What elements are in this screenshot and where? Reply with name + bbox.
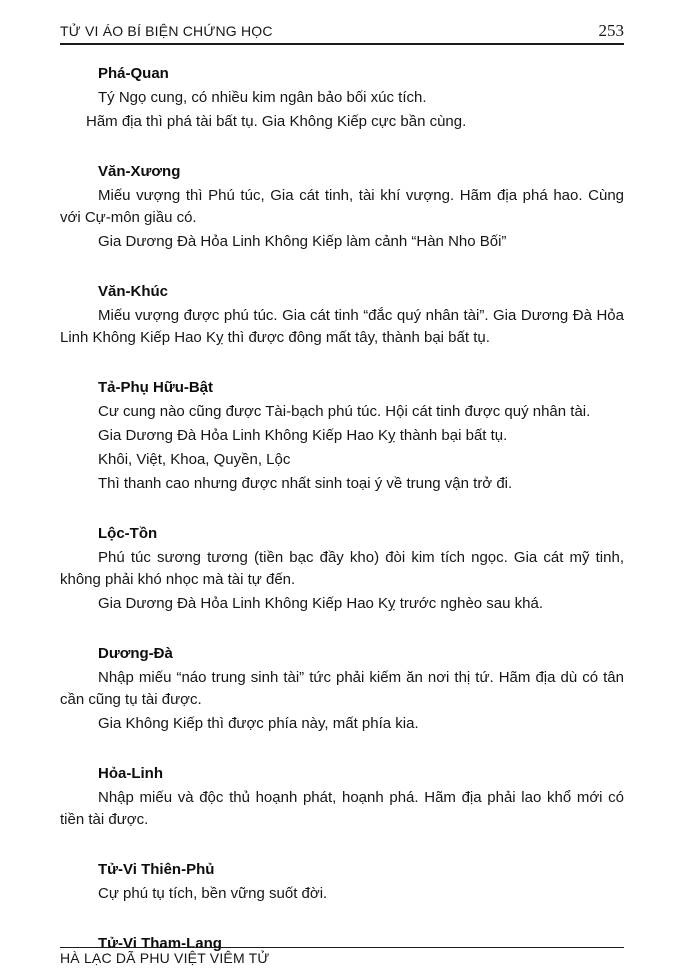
section-heading: Phá-Quan	[98, 65, 169, 82]
paragraph: Khôi, Việt, Khoa, Quyền, Lộc	[98, 451, 291, 468]
page-number: 253	[598, 21, 624, 40]
section-heading: Tử-Vi Thiên-Phủ	[98, 861, 215, 878]
paragraph: Tý Ngọ cung, có nhiều kim ngân bảo bối xúc tích.	[98, 89, 427, 106]
section-heading: Lộc-Tồn	[98, 525, 158, 542]
paragraph: Gia Không Kiếp thì được phía này, mất phía kia.	[98, 715, 419, 732]
section-van-khuc	[60, 281, 624, 349]
page-footer	[60, 947, 624, 966]
paragraph: Nhập miếu “náo trung sinh tài” tức phải kiếm ăn nơi thị tứ. Hãm địa dù có tân cần cũng tụ tài được.	[60, 669, 624, 708]
section-pha-quan	[60, 63, 624, 133]
page-content	[60, 63, 624, 955]
running-title: TỬ VI ÁO BÍ BIỆN CHỨNG HỌC	[60, 23, 273, 39]
paragraph: Miếu vượng thì Phú túc, Gia cát tinh, tài khí vượng. Hãm địa phá hao. Cùng với Cự-môn giầu có.	[60, 187, 624, 226]
section-heading: Văn-Xương	[98, 163, 181, 180]
section-heading: Hỏa-Linh	[98, 765, 163, 782]
section-loc-ton	[60, 523, 624, 615]
paragraph: Phú túc sương tương (tiền bạc đầy kho) đòi kim tích ngọc. Gia cát mỹ tinh, không phải khó nhọc mà tài tự đến.	[60, 549, 624, 588]
paragraph: Thì thanh cao nhưng được nhất sinh toại ý về trung vận trở đi.	[98, 475, 513, 492]
section-tu-vi-thien-phu	[60, 859, 624, 905]
paragraph: Hãm địa thì phá tài bất tụ. Gia Không Kiếp cực bần cùng.	[86, 113, 467, 130]
footer-text: HÀ LẠC DÃ PHU VIỆT VIÊM TỬ	[60, 950, 270, 966]
paragraph: Miếu vượng được phú túc. Gia cát tinh “đắc quý nhân tài”. Gia Dương Đà Hỏa Linh Không Kiếp Hao Kỵ thì được đông mất tây, thành bại bất tụ.	[60, 307, 624, 346]
section-ta-phu-huu-bat	[60, 377, 624, 495]
section-heading: Văn-Khúc	[98, 283, 169, 300]
paragraph: Gia Dương Đà Hỏa Linh Không Kiếp làm cảnh “Hàn Nho Bối”	[98, 233, 507, 250]
paragraph: Gia Dương Đà Hỏa Linh Không Kiếp Hao Kỵ thành bại bất tụ.	[98, 427, 508, 444]
section-van-xuong	[60, 161, 624, 253]
section-hoa-linh	[60, 763, 624, 831]
section-heading: Tả-Phụ Hữu-Bật	[98, 379, 214, 396]
paragraph: Nhập miếu và độc thủ hoạnh phát, hoạnh phá. Hãm địa phải lao khổ mới có tiền tài được.	[60, 789, 624, 828]
paragraph: Cự phú tụ tích, bền vững suốt đời.	[98, 885, 328, 902]
paragraph: Gia Dương Đà Hỏa Linh Không Kiếp Hao Kỵ trước nghèo sau khá.	[98, 595, 544, 612]
section-heading: Tử-Vi Tham-Lang	[98, 935, 222, 952]
page-header	[60, 22, 624, 45]
paragraph: Cư cung nào cũng được Tài-bạch phú túc. Hội cát tinh được quý nhân tài.	[98, 403, 591, 420]
section-heading: Dương-Đà	[98, 645, 173, 662]
section-duong-da	[60, 643, 624, 735]
